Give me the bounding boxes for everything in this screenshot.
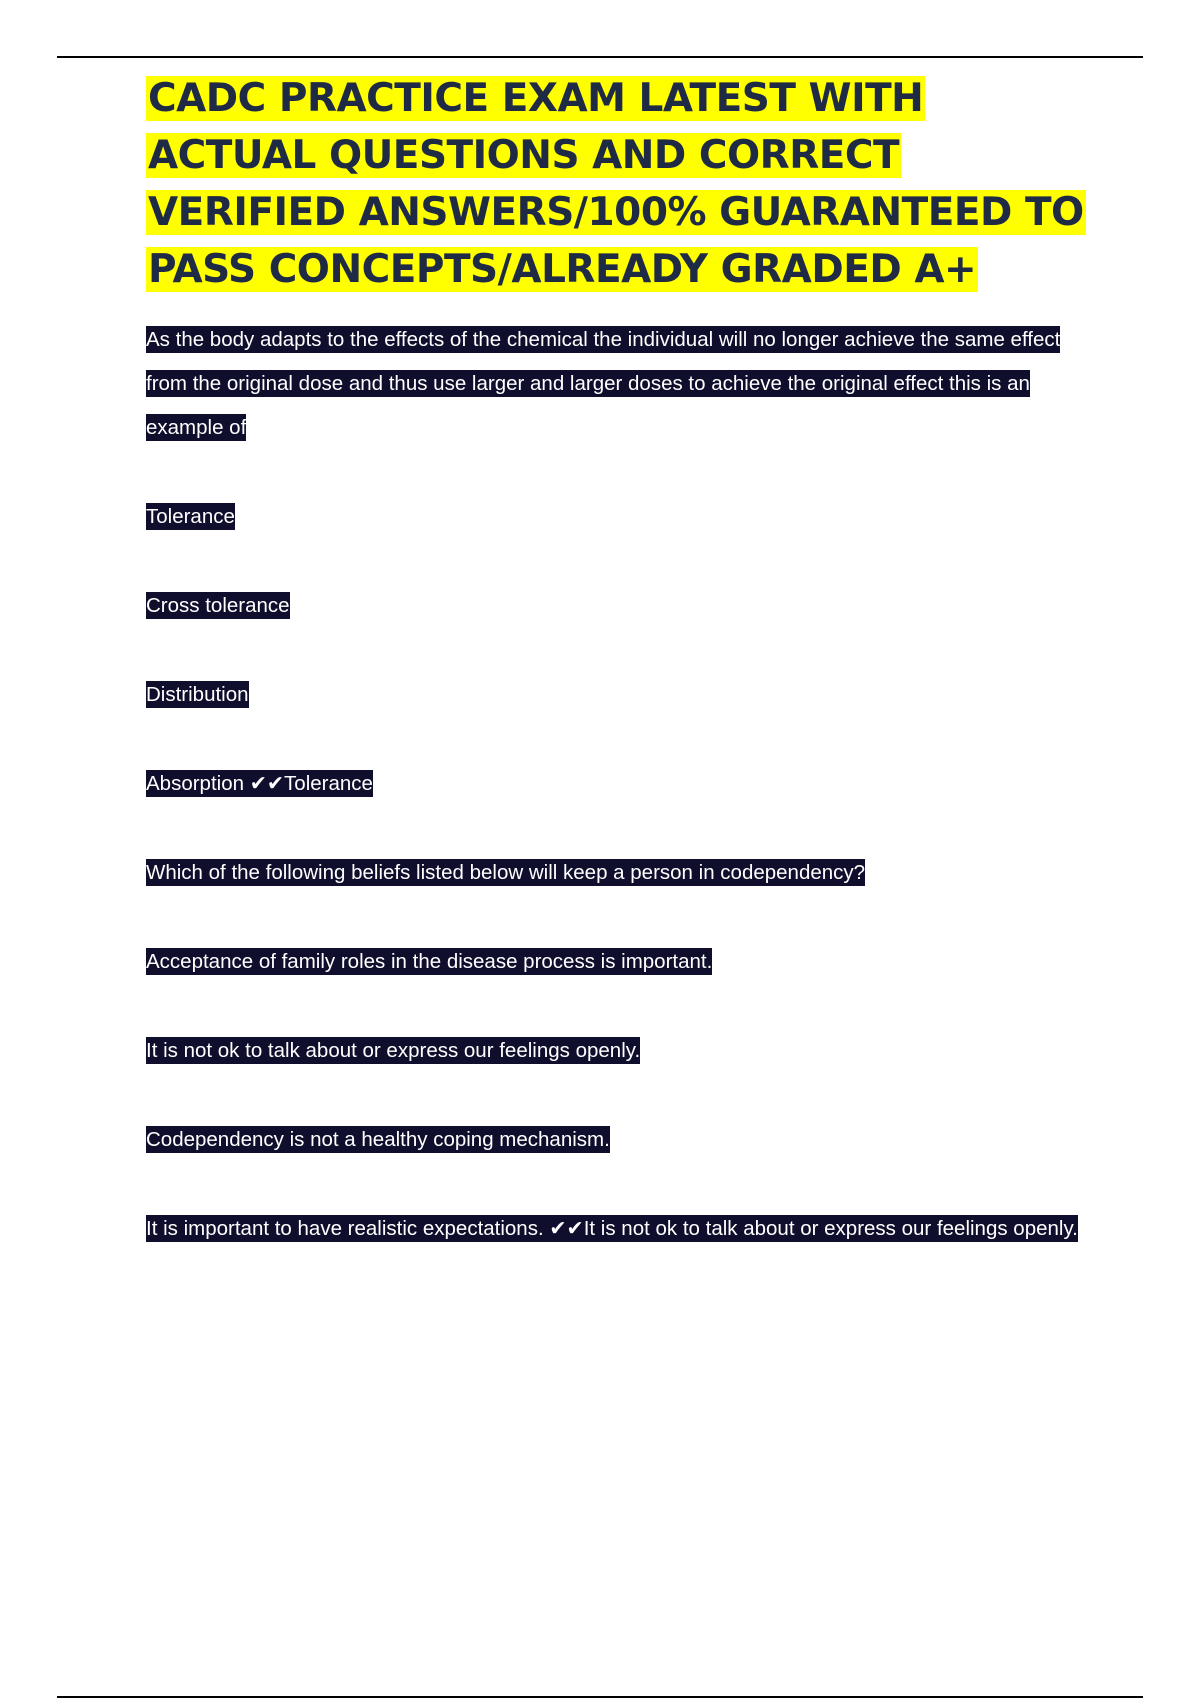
document-body <box>146 70 1086 1251</box>
question-2-option: Acceptance of family roles in the disease process is important. <box>146 950 713 973</box>
document-title <box>146 70 1086 298</box>
question-1-prompt: As the body adapts to the effects of the chemical the individual will no longer achieve the same effect from the original dose and thus use larger and larger doses to achieve the original effect this is an example of <box>146 328 1061 439</box>
question-1-option: Distribution <box>146 683 249 706</box>
question-2-prompt: Which of the following beliefs listed below will keep a person in codependency? <box>146 861 866 884</box>
question-1-option: Tolerance <box>146 505 235 528</box>
bottom-rule <box>57 1696 1143 1698</box>
title-highlight: CADC PRACTICE EXAM LATEST WITH ACTUAL QUESTIONS AND CORRECT VERIFIED ANSWERS/100% GUARANTEED TO PASS CONCEPTS/ALREADY GRADED A+ <box>148 76 1084 292</box>
question-2-option: Codependency is not a healthy coping mechanism. <box>146 1128 610 1151</box>
question-2-answer: It is important to have realistic expectations. ✔✔It is not ok to talk about or express our feelings openly. <box>146 1217 1078 1240</box>
question-2-option: It is not ok to talk about or express our feelings openly. <box>146 1039 641 1062</box>
question-1-answer: Absorption ✔✔Tolerance <box>146 772 373 795</box>
question-1-option: Cross tolerance <box>146 594 290 617</box>
top-rule <box>57 56 1143 58</box>
